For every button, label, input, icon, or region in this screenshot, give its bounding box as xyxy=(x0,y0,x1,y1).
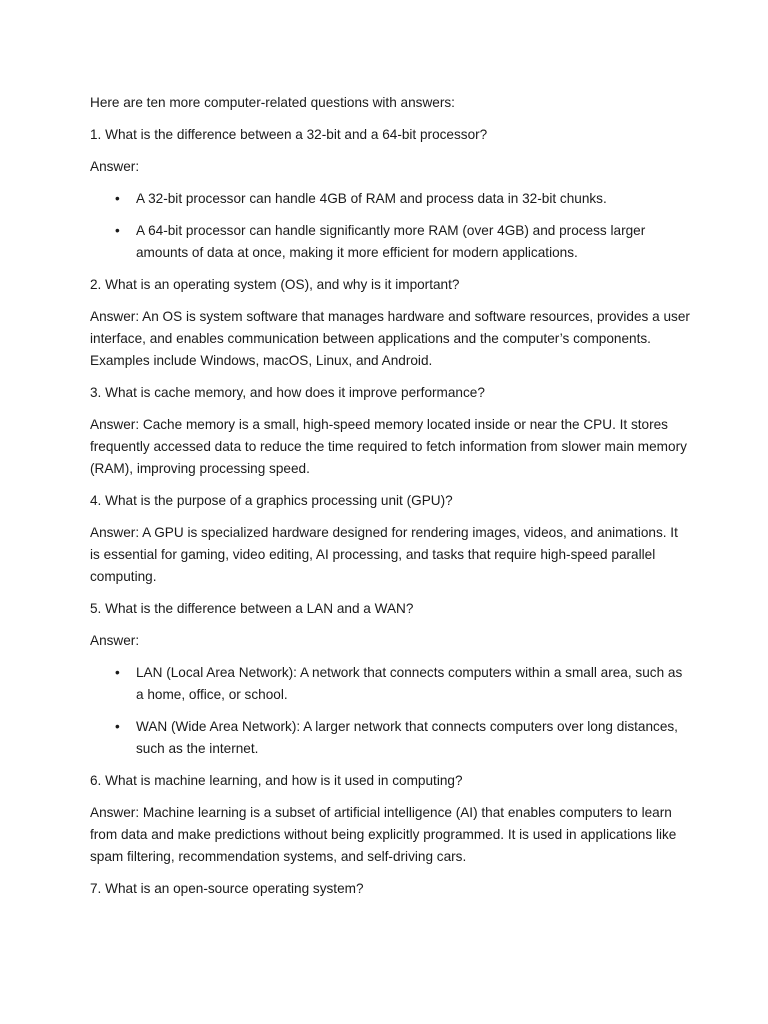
answer-6: Answer: Machine learning is a subset of artificial intelligence (AI) that enables computers to learn from data and make predictions without being explicitly programmed. It is used in applications like spam filtering, recommendation systems, and self-driving cars. xyxy=(90,805,677,864)
list-item-text: LAN (Local Area Network): A network that connects computers within a small area, such as a home, office, or school. xyxy=(136,665,683,702)
question-2: 2. What is an operating system (OS), and why is it important? xyxy=(90,277,460,292)
list-item xyxy=(90,220,690,264)
list-item xyxy=(90,716,690,760)
list-item xyxy=(90,662,690,706)
question-6: 6. What is machine learning, and how is it used in computing? xyxy=(90,773,463,788)
list-item-text: A 64-bit processor can handle significantly more RAM (over 4GB) and process larger amounts of data at once, making it more efficient for modern applications. xyxy=(136,223,646,260)
document-page xyxy=(90,92,690,910)
question-4: 4. What is the purpose of a graphics processing unit (GPU)? xyxy=(90,493,453,508)
question-3: 3. What is cache memory, and how does it improve performance? xyxy=(90,385,485,400)
answer-4: Answer: A GPU is specialized hardware designed for rendering images, videos, and animations. It is essential for gaming, video editing, AI processing, and tasks that require high-speed parallel computing. xyxy=(90,525,678,584)
question-5: 5. What is the difference between a LAN and a WAN? xyxy=(90,601,414,616)
answer-5-list xyxy=(90,662,690,760)
bullet-icon: • xyxy=(115,223,120,238)
answer-3: Answer: Cache memory is a small, high-speed memory located inside or near the CPU. It stores frequently accessed data to reduce the time required to fetch information from slower main memory (RAM), improving processing speed. xyxy=(90,417,687,476)
question-1: 1. What is the difference between a 32-bit and a 64-bit processor? xyxy=(90,127,488,142)
bullet-icon: • xyxy=(115,719,120,734)
bullet-icon: • xyxy=(115,665,120,680)
bullet-icon: • xyxy=(115,191,120,206)
answer-1-label: Answer: xyxy=(90,159,140,174)
answer-1-list xyxy=(90,188,690,264)
question-7: 7. What is an open-source operating system? xyxy=(90,881,364,896)
list-item-text: WAN (Wide Area Network): A larger network that connects computers over long distances, such as the internet. xyxy=(136,719,678,756)
list-item xyxy=(90,188,690,210)
answer-5-label: Answer: xyxy=(90,633,140,648)
intro-text: Here are ten more computer-related questions with answers: xyxy=(90,95,455,110)
list-item-text: A 32-bit processor can handle 4GB of RAM and process data in 32-bit chunks. xyxy=(136,191,607,206)
answer-2: Answer: An OS is system software that manages hardware and software resources, provides a user interface, and enables communication between applications and the computer’s components. Examples include Windows, macOS, Linux, and Android. xyxy=(90,309,690,368)
